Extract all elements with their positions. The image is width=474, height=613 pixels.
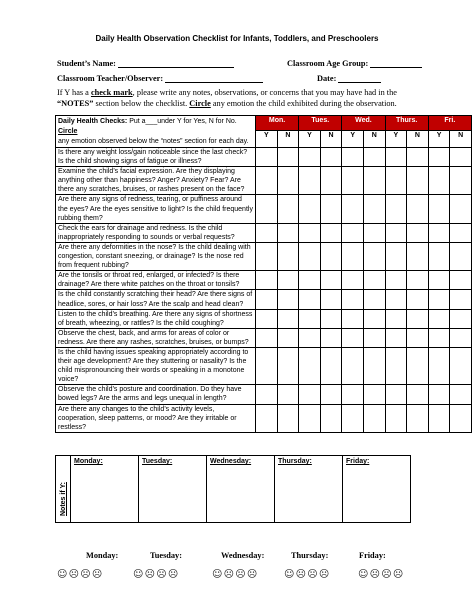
yes-checkbox-cell[interactable] bbox=[299, 167, 321, 195]
yes-checkbox-cell[interactable] bbox=[256, 148, 278, 167]
no-checkbox-cell[interactable] bbox=[277, 195, 299, 223]
no-checkbox-cell[interactable] bbox=[320, 328, 342, 347]
yes-checkbox-cell[interactable] bbox=[385, 385, 407, 404]
no-checkbox-cell[interactable] bbox=[363, 195, 385, 223]
yes-checkbox-cell[interactable] bbox=[342, 223, 364, 242]
emotion-day-wednesday: Wednesday: bbox=[221, 551, 265, 560]
checklist-row bbox=[56, 167, 472, 195]
checklist-row bbox=[56, 404, 472, 432]
notes-label: Notes if Y: bbox=[60, 482, 67, 516]
no-checkbox-cell[interactable] bbox=[320, 271, 342, 290]
yes-checkbox-cell[interactable] bbox=[428, 328, 450, 347]
no-checkbox-cell[interactable] bbox=[277, 242, 299, 270]
no-checkbox-cell[interactable] bbox=[450, 385, 472, 404]
no-checkbox-cell[interactable] bbox=[363, 404, 385, 432]
checklist-row bbox=[56, 347, 472, 384]
no-checkbox-cell[interactable] bbox=[407, 195, 429, 223]
no-checkbox-cell[interactable] bbox=[320, 223, 342, 242]
no-checkbox-cell[interactable] bbox=[320, 309, 342, 328]
no-checkbox-cell[interactable] bbox=[407, 271, 429, 290]
notes-tuesday[interactable]: Tuesday: bbox=[139, 456, 207, 523]
yes-checkbox-cell[interactable] bbox=[299, 385, 321, 404]
student-name-label: Student’s Name: bbox=[57, 59, 116, 68]
yes-column-header: Y bbox=[342, 131, 364, 148]
no-checkbox-cell[interactable] bbox=[407, 167, 429, 195]
yes-checkbox-cell[interactable] bbox=[385, 167, 407, 195]
no-column-header: N bbox=[450, 131, 472, 148]
yes-checkbox-cell[interactable] bbox=[342, 309, 364, 328]
checklist-question: Is the child having issues speaking appropriately according to their age development? Are they stuttering or nasality? Is the child mispronouncing their words or speaking in a monotone voice? bbox=[56, 347, 256, 384]
yes-checkbox-cell[interactable] bbox=[342, 290, 364, 309]
notes-thursday[interactable]: Thursday: bbox=[275, 456, 343, 523]
checklist-question: Observe the child’s posture and coordination. Do they have bowed legs? Are the arms and legs unequal in length? bbox=[56, 385, 256, 404]
yes-checkbox-cell[interactable] bbox=[342, 404, 364, 432]
yes-checkbox-cell[interactable] bbox=[256, 242, 278, 270]
checklist-row bbox=[56, 271, 472, 290]
page-title: Daily Health Observation Checklist for Infants, Toddlers, and Preschoolers bbox=[95, 34, 379, 43]
yes-checkbox-cell[interactable] bbox=[256, 328, 278, 347]
yes-checkbox-cell[interactable] bbox=[385, 404, 407, 432]
no-checkbox-cell[interactable] bbox=[450, 223, 472, 242]
no-checkbox-cell[interactable] bbox=[450, 271, 472, 290]
no-checkbox-cell[interactable] bbox=[407, 347, 429, 384]
no-checkbox-cell[interactable] bbox=[450, 195, 472, 223]
day-header-wed: Wed. bbox=[342, 116, 385, 131]
no-checkbox-cell[interactable] bbox=[277, 223, 299, 242]
emotion-day-tuesday: Tuesday: bbox=[150, 551, 182, 560]
emotion-faces-friday[interactable]: ☺☹☹☹ bbox=[358, 569, 405, 580]
no-checkbox-cell[interactable] bbox=[277, 167, 299, 195]
yes-checkbox-cell[interactable] bbox=[299, 347, 321, 384]
yes-checkbox-cell[interactable] bbox=[428, 148, 450, 167]
yes-checkbox-cell[interactable] bbox=[256, 223, 278, 242]
day-header-tues: Tues. bbox=[299, 116, 342, 131]
checklist-row bbox=[56, 290, 472, 309]
checklist-table bbox=[55, 115, 472, 433]
emotion-faces-monday[interactable]: ☺☹☹☹ bbox=[57, 569, 104, 580]
no-checkbox-cell[interactable] bbox=[277, 347, 299, 384]
no-checkbox-cell[interactable] bbox=[363, 167, 385, 195]
yes-checkbox-cell[interactable] bbox=[428, 290, 450, 309]
no-checkbox-cell[interactable] bbox=[277, 148, 299, 167]
check-mark-term: check mark bbox=[90, 88, 133, 97]
yes-checkbox-cell[interactable] bbox=[342, 271, 364, 290]
yes-checkbox-cell[interactable] bbox=[385, 195, 407, 223]
notes-term: “NOTES” bbox=[57, 98, 94, 108]
no-checkbox-cell[interactable] bbox=[277, 385, 299, 404]
no-checkbox-cell[interactable] bbox=[450, 167, 472, 195]
classroom-age-group-field[interactable] bbox=[287, 59, 422, 68]
no-checkbox-cell[interactable] bbox=[450, 290, 472, 309]
yes-checkbox-cell[interactable] bbox=[256, 195, 278, 223]
yes-checkbox-cell[interactable] bbox=[256, 404, 278, 432]
checklist-question: Is there any weight loss/gain noticeable since the last check? Is the child showing signs of fatigue or illness? bbox=[56, 148, 256, 167]
emotion-day-thursday: Thursday: bbox=[291, 551, 329, 560]
yes-column-header: Y bbox=[299, 131, 321, 148]
notes-monday[interactable]: Monday: bbox=[71, 456, 139, 523]
no-checkbox-cell[interactable] bbox=[407, 290, 429, 309]
yes-checkbox-cell[interactable] bbox=[428, 167, 450, 195]
no-checkbox-cell[interactable] bbox=[277, 290, 299, 309]
no-column-header: N bbox=[407, 131, 429, 148]
checklist-question: Is the child constantly scratching their head? Are there signs of headlice, sores, or hair loss? Are the scalp and head clean? bbox=[56, 290, 256, 309]
yes-checkbox-cell[interactable] bbox=[428, 242, 450, 270]
yes-checkbox-cell[interactable] bbox=[428, 347, 450, 384]
yes-checkbox-cell[interactable] bbox=[299, 223, 321, 242]
yes-checkbox-cell[interactable] bbox=[385, 290, 407, 309]
date-label: Date: bbox=[317, 74, 337, 83]
no-checkbox-cell[interactable] bbox=[450, 309, 472, 328]
no-checkbox-cell[interactable] bbox=[407, 309, 429, 328]
no-checkbox-cell[interactable] bbox=[363, 347, 385, 384]
emotion-day-monday: Monday: bbox=[86, 551, 119, 560]
yes-checkbox-cell[interactable] bbox=[299, 242, 321, 270]
checklist-question: Are the tonsils or throat red, enlarged, or infected? Is there drainage? Are there white patches on the throat or tonsils? bbox=[56, 271, 256, 290]
no-checkbox-cell[interactable] bbox=[277, 271, 299, 290]
no-checkbox-cell[interactable] bbox=[363, 223, 385, 242]
yes-checkbox-cell[interactable] bbox=[428, 385, 450, 404]
yes-checkbox-cell[interactable] bbox=[342, 167, 364, 195]
emotion-faces-thursday[interactable]: ☺☹☹☹ bbox=[284, 569, 331, 580]
checklist-question: Listen to the child’s breathing. Are there any signs of shortness of breath, wheezing, or rattles? Is the child coughing? bbox=[56, 309, 256, 328]
no-checkbox-cell[interactable] bbox=[320, 167, 342, 195]
yes-checkbox-cell[interactable] bbox=[256, 347, 278, 384]
yes-checkbox-cell[interactable] bbox=[385, 328, 407, 347]
yes-checkbox-cell[interactable] bbox=[385, 223, 407, 242]
yes-checkbox-cell[interactable] bbox=[385, 347, 407, 384]
yes-column-header: Y bbox=[428, 131, 450, 148]
day-header-fri: Fri. bbox=[428, 116, 471, 131]
no-column-header: N bbox=[277, 131, 299, 148]
no-checkbox-cell[interactable] bbox=[407, 328, 429, 347]
checklist-question: Are there any signs of redness, tearing, or puffiness around the eyes? Are the eyes sensitive to light? Is the child frequently rubbing them? bbox=[56, 195, 256, 223]
no-checkbox-cell[interactable] bbox=[320, 148, 342, 167]
checklist-row bbox=[56, 309, 472, 328]
yes-checkbox-cell[interactable] bbox=[385, 148, 407, 167]
no-checkbox-cell[interactable] bbox=[407, 404, 429, 432]
yes-checkbox-cell[interactable] bbox=[342, 242, 364, 270]
yes-checkbox-cell[interactable] bbox=[428, 404, 450, 432]
checklist-question: Examine the child’s facial expression. Are they displaying anything other than happiness? Anger? Anxiety? Fear? Are there any scratches, bruises, or rashes present on the face? bbox=[56, 167, 256, 195]
yes-checkbox-cell[interactable] bbox=[342, 195, 364, 223]
yes-checkbox-cell[interactable] bbox=[342, 148, 364, 167]
yes-checkbox-cell[interactable] bbox=[299, 404, 321, 432]
checklist-row bbox=[56, 223, 472, 242]
checklist-row bbox=[56, 148, 472, 167]
yes-checkbox-cell[interactable] bbox=[428, 271, 450, 290]
teacher-observer-label: Classroom Teacher/Observer: bbox=[57, 74, 164, 83]
no-checkbox-cell[interactable] bbox=[450, 328, 472, 347]
no-checkbox-cell[interactable] bbox=[407, 242, 429, 270]
yes-checkbox-cell[interactable] bbox=[256, 385, 278, 404]
checklist-row bbox=[56, 385, 472, 404]
date-field[interactable] bbox=[317, 74, 381, 83]
no-checkbox-cell[interactable] bbox=[320, 385, 342, 404]
notes-label-cell bbox=[56, 456, 71, 523]
day-header-mon: Mon. bbox=[256, 116, 299, 131]
student-name-field[interactable] bbox=[57, 59, 234, 68]
checklist-header: Daily Health Checks: Put a___under Y for Yes, N for No. Circle any emotion observed below the “notes” section for each day. bbox=[56, 116, 256, 148]
notes-table bbox=[55, 455, 411, 523]
day-header-thurs: Thurs. bbox=[385, 116, 428, 131]
yes-checkbox-cell[interactable] bbox=[385, 242, 407, 270]
yes-checkbox-cell[interactable] bbox=[299, 328, 321, 347]
yes-checkbox-cell[interactable] bbox=[428, 223, 450, 242]
checklist-question: Are there any deformities in the nose? Is the child dealing with congestion, constant sneezing, or drainage? Is the nose red from frequent rubbing? bbox=[56, 242, 256, 270]
emotion-faces-wednesday[interactable]: ☺☹☹☹ bbox=[212, 569, 259, 580]
no-checkbox-cell[interactable] bbox=[450, 404, 472, 432]
checklist-row bbox=[56, 195, 472, 223]
notes-friday[interactable]: Friday: bbox=[343, 456, 411, 523]
no-checkbox-cell[interactable] bbox=[363, 290, 385, 309]
checklist-question: Check the ears for drainage and redness. Is the child inappropriately responding to sounds or verbal requests? bbox=[56, 223, 256, 242]
yes-checkbox-cell[interactable] bbox=[256, 167, 278, 195]
emotion-day-friday: Friday: bbox=[359, 551, 386, 560]
instructions: If Y has a check mark, please write any notes, observations, or concerns that you may have had in the “NOTES” section below the checklist. Circle any emotion the child exhibited during the observation. bbox=[57, 88, 397, 108]
classroom-age-group-label: Classroom Age Group: bbox=[287, 59, 369, 68]
no-checkbox-cell[interactable] bbox=[320, 404, 342, 432]
yes-checkbox-cell[interactable] bbox=[342, 347, 364, 384]
checklist-row bbox=[56, 328, 472, 347]
yes-column-header: Y bbox=[256, 131, 278, 148]
teacher-observer-field[interactable] bbox=[57, 74, 263, 83]
yes-checkbox-cell[interactable] bbox=[299, 309, 321, 328]
yes-checkbox-cell[interactable] bbox=[385, 309, 407, 328]
no-checkbox-cell[interactable] bbox=[320, 347, 342, 384]
yes-checkbox-cell[interactable] bbox=[299, 290, 321, 309]
no-checkbox-cell[interactable] bbox=[450, 148, 472, 167]
checklist-question: Observe the chest, back, and arms for areas of color or redness. Are there any rashes, scratches, bruises, or bumps? bbox=[56, 328, 256, 347]
yes-checkbox-cell[interactable] bbox=[385, 271, 407, 290]
no-checkbox-cell[interactable] bbox=[363, 328, 385, 347]
yes-checkbox-cell[interactable] bbox=[256, 290, 278, 309]
no-checkbox-cell[interactable] bbox=[450, 242, 472, 270]
no-checkbox-cell[interactable] bbox=[363, 385, 385, 404]
no-checkbox-cell[interactable] bbox=[363, 242, 385, 270]
no-checkbox-cell[interactable] bbox=[363, 148, 385, 167]
yes-checkbox-cell[interactable] bbox=[299, 148, 321, 167]
no-checkbox-cell[interactable] bbox=[277, 404, 299, 432]
yes-checkbox-cell[interactable] bbox=[256, 271, 278, 290]
yes-checkbox-cell[interactable] bbox=[342, 385, 364, 404]
no-checkbox-cell[interactable] bbox=[320, 290, 342, 309]
no-checkbox-cell[interactable] bbox=[407, 223, 429, 242]
no-checkbox-cell[interactable] bbox=[320, 242, 342, 270]
no-checkbox-cell[interactable] bbox=[277, 309, 299, 328]
no-checkbox-cell[interactable] bbox=[363, 309, 385, 328]
emotion-faces-tuesday[interactable]: ☺☹☹☹ bbox=[133, 569, 180, 580]
no-checkbox-cell[interactable] bbox=[450, 347, 472, 384]
no-checkbox-cell[interactable] bbox=[320, 195, 342, 223]
no-column-header: N bbox=[363, 131, 385, 148]
yes-column-header: Y bbox=[385, 131, 407, 148]
no-checkbox-cell[interactable] bbox=[363, 271, 385, 290]
checklist-row bbox=[56, 242, 472, 270]
yes-checkbox-cell[interactable] bbox=[299, 271, 321, 290]
yes-checkbox-cell[interactable] bbox=[428, 195, 450, 223]
yes-checkbox-cell[interactable] bbox=[256, 309, 278, 328]
yes-checkbox-cell[interactable] bbox=[428, 309, 450, 328]
yes-checkbox-cell[interactable] bbox=[299, 195, 321, 223]
circle-term: Circle bbox=[189, 98, 211, 108]
no-column-header: N bbox=[320, 131, 342, 148]
yes-checkbox-cell[interactable] bbox=[342, 328, 364, 347]
notes-wednesday[interactable]: Wednesday: bbox=[207, 456, 275, 523]
no-checkbox-cell[interactable] bbox=[407, 385, 429, 404]
no-checkbox-cell[interactable] bbox=[407, 148, 429, 167]
checklist-question: Are there any changes to the child’s activity levels, cooperation, sleep patterns, or mood? Are they irritable or restless? bbox=[56, 404, 256, 432]
no-checkbox-cell[interactable] bbox=[277, 328, 299, 347]
